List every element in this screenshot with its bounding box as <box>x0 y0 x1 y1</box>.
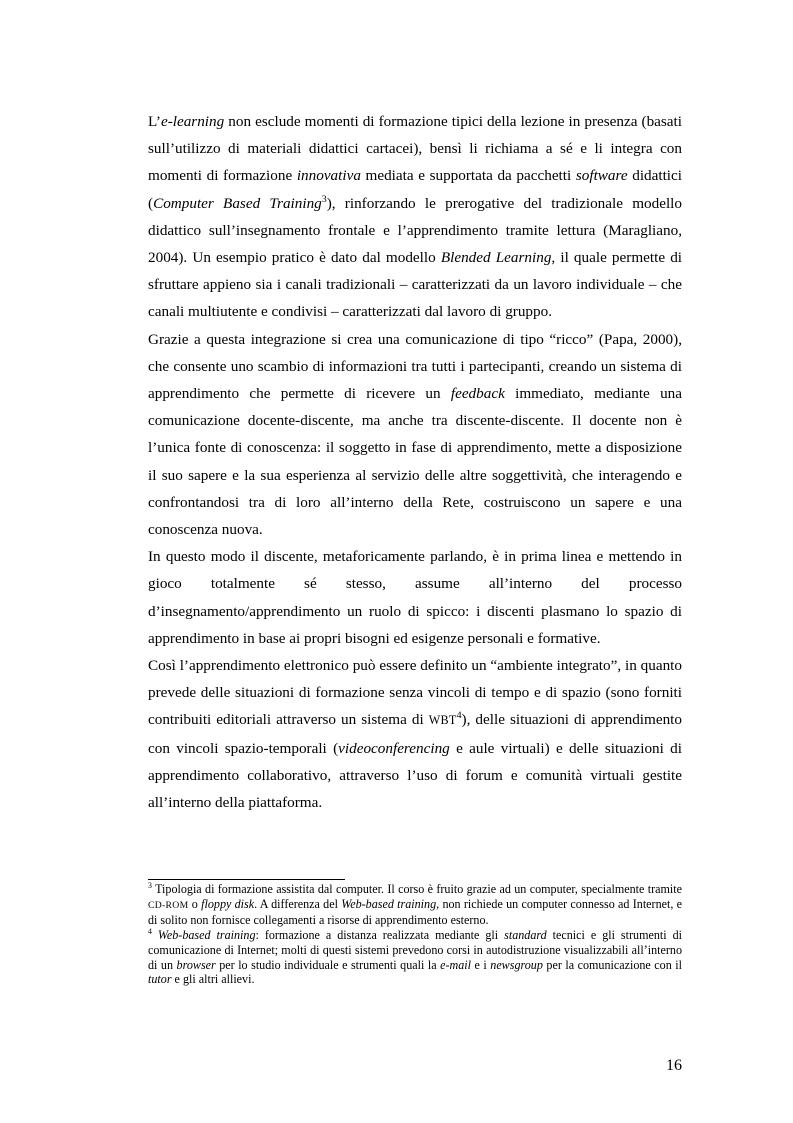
footnote <box>148 928 682 987</box>
text-run: e aule virtuali) e delle situazioni di apprendimento collaborativo, attraverso l’uso di forum e comunità virtuali gestite all’interno della piattaforma. <box>148 739 682 812</box>
text-run: o <box>188 896 202 911</box>
footnote-separator <box>148 879 345 880</box>
footnote <box>148 882 682 928</box>
text-run: ), rinforzando le prerogative del tradizionale modello didattico sull’insegnamento frontale e l’apprendimento tramite lettura (Maragliano, 2004). Un esempio pratico è dato dal modello <box>148 194 682 267</box>
text-run: , il quale permette di sfruttare appieno sia i canali tradizionali – caratterizzati da un lavoro individuale – che canali multiutente e condivisi – caratterizzati dal lavoro di gruppo. <box>148 249 683 321</box>
text-run: e i <box>471 957 491 972</box>
text-run: Tipologia di formazione assistita dal computer. Il corso è fruito grazie ad un computer, specialmente tramite <box>151 882 682 896</box>
paragraph <box>148 652 682 816</box>
text-run: , non richiede un computer connesso ad Internet, e di solito non fornisce collegamenti a risorse di apprendimento esterno. <box>148 896 683 928</box>
text-run: In questo modo il discente, metaforicamente parlando, è in prima linea e mettendo in gioco totalmente sé stesso, assume all’interno del processo d’insegnamento/apprendimento un ruolo di spicco: i discenti plasmano lo spazio di apprendimento in base ai propri bisogni ed esigenze personali e formative. <box>148 548 682 647</box>
acronym: CD-ROM <box>148 899 189 911</box>
footnote-ref: 4 <box>456 710 462 722</box>
paragraph <box>148 326 682 544</box>
italic-term: newsgroup <box>490 957 543 972</box>
italic-term: e-mail <box>440 957 471 972</box>
text-run: tecnici e gli strumenti di comunicazione di Internet; molti di questi sistemi prevedono corsi in autodistruzione visualizzabili all’interno di un <box>148 928 682 972</box>
italic-term: browser <box>176 957 216 972</box>
body-text <box>148 108 682 816</box>
footnote-ref: 3 <box>321 193 327 205</box>
italic-term: Computer Based Training <box>153 194 322 212</box>
footnotes <box>148 882 682 987</box>
italic-term: Web-based training <box>341 896 437 911</box>
acronym: WBT <box>428 713 457 728</box>
italic-term: e-learning <box>160 113 225 130</box>
text-run: : formazione a distanza realizzata mediante gli <box>255 928 505 943</box>
italic-term: feedback <box>450 385 505 403</box>
text-run: L’ <box>148 113 161 130</box>
page-number: 16 <box>666 1057 682 1074</box>
footnote-ref: 4 <box>148 927 152 937</box>
text-run: didattici ( <box>148 167 682 212</box>
text-run: Così l’apprendimento elettronico può essere definito un “ambiente integrato”, in quanto prevede delle situazioni di formazione senza vincoli di tempo e di spazio (sono forniti contribuiti editoriali attraverso un sistema di <box>148 657 682 729</box>
text-run: e gli altri allievi. <box>171 972 255 987</box>
italic-term: tutor <box>148 972 172 987</box>
text-run: per la comunicazione con il <box>542 957 682 972</box>
italic-term: innovativa <box>296 167 361 185</box>
text-run: . A differenza del <box>254 896 342 911</box>
italic-term: videoconferencing <box>338 739 450 757</box>
text-run: non esclude momenti di formazione tipici della lezione in presenza (basati sull’utilizzo di materiali didattici cartacei), bensì li richiama a sé e li integra con momenti di formazione <box>148 113 682 185</box>
paragraph <box>148 543 682 652</box>
text-run: mediata e supportata da pacchetti <box>360 167 576 185</box>
italic-term: standard <box>504 928 547 943</box>
text-run: Grazie a questa integrazione si crea una comunicazione di tipo “ricco” (Papa, 2000), che consente uno scambio di informazioni tra tutti i partecipanti, creando un sistema di apprendimento che permette di ricevere un <box>148 330 682 403</box>
italic-term: Web-based training <box>157 928 256 943</box>
italic-term: software <box>575 167 628 185</box>
text-run: immediato, mediante una comunicazione docente-discente, ma anche tra discente-discente. Il docente non è l’unica fonte di conoscenza: il soggetto in fase di apprendimento, mette a disposizione il suo sapere e la sua esperienza al servizio delle altre soggettività, che interagendo e confrontandosi tra di loro all’interno della Rete, costruiscono un sapere e una conoscenza nuova. <box>148 385 682 539</box>
text-run: ), delle situazioni di apprendimento con vincoli spazio-temporali ( <box>148 711 682 757</box>
italic-term: floppy disk <box>201 896 255 911</box>
paragraph <box>148 108 682 326</box>
italic-term: Blended Learning <box>440 249 552 267</box>
footnote-ref: 3 <box>148 880 152 890</box>
text-run: per lo studio individuale e strumenti quali la <box>215 957 441 972</box>
